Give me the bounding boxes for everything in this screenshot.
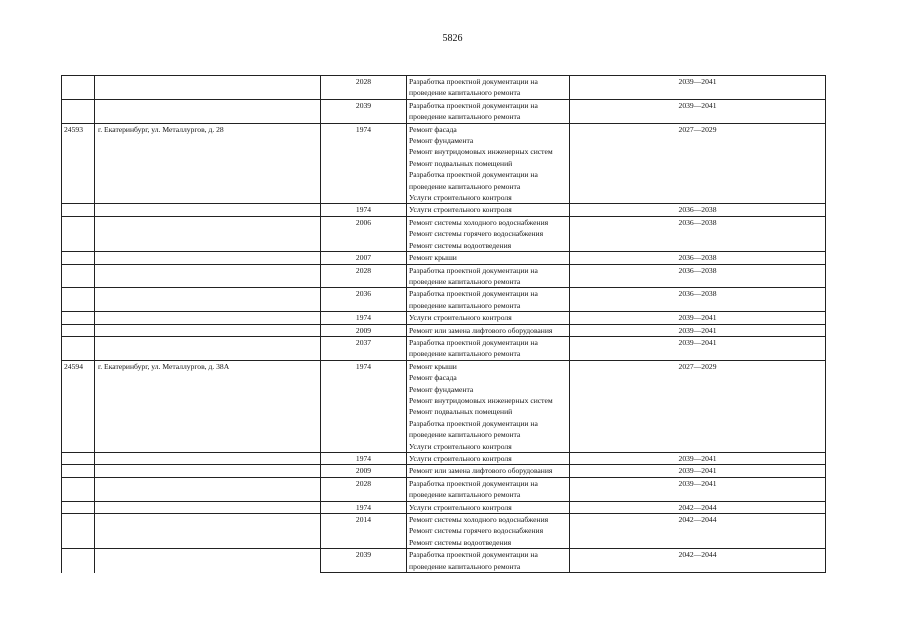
table-row bbox=[62, 252, 826, 264]
address-cell bbox=[95, 264, 321, 288]
year-cell: 1974 bbox=[321, 204, 407, 216]
planned-period-cell: 2039—2041 bbox=[570, 465, 826, 477]
year-cell: 1974 bbox=[321, 453, 407, 465]
year-cell: 2009 bbox=[321, 324, 407, 336]
object-number-cell: 24593 bbox=[62, 123, 95, 204]
address-cell bbox=[95, 501, 321, 513]
table-row bbox=[62, 453, 826, 465]
work-line: Ремонт системы горячего водоснабжения bbox=[409, 229, 544, 239]
work-line: Услуги строительного контроля bbox=[409, 193, 512, 203]
year-cell: 2014 bbox=[321, 514, 407, 549]
address-cell bbox=[95, 252, 321, 264]
object-number-cell bbox=[62, 501, 95, 513]
address-cell bbox=[95, 99, 321, 123]
work-line: Ремонт или замена лифтового оборудования bbox=[409, 325, 553, 335]
object-number-cell bbox=[62, 204, 95, 216]
work-line: Ремонт системы холодного водоснабжения bbox=[409, 515, 549, 525]
planned-period-cell: 2027—2029 bbox=[570, 123, 826, 204]
planned-period-cell: 2039—2041 bbox=[570, 336, 826, 360]
address-cell bbox=[95, 514, 321, 549]
work-line: проведение капитального ремонта bbox=[409, 300, 521, 310]
works-cell bbox=[407, 264, 570, 288]
object-number-cell bbox=[62, 336, 95, 360]
work-line: Ремонт фасада bbox=[409, 373, 457, 383]
work-line: Разработка проектной документации на bbox=[409, 170, 538, 180]
planned-period-cell: 2042—2044 bbox=[570, 501, 826, 513]
year-cell: 1974 bbox=[321, 312, 407, 324]
object-number-cell bbox=[62, 465, 95, 477]
address-cell bbox=[95, 76, 321, 100]
work-line: Разработка проектной документации на bbox=[409, 418, 538, 428]
table-row bbox=[62, 76, 826, 100]
table-row bbox=[62, 514, 826, 549]
year-cell: 2028 bbox=[321, 477, 407, 501]
work-line: проведение капитального ремонта bbox=[409, 276, 521, 286]
year-cell: 2039 bbox=[321, 99, 407, 123]
works-cell bbox=[407, 360, 570, 452]
work-line: Услуги строительного контроля bbox=[409, 502, 512, 512]
address-cell bbox=[95, 288, 321, 312]
planned-period-cell: 2036—2038 bbox=[570, 288, 826, 312]
address-cell bbox=[95, 336, 321, 360]
year-cell: 2009 bbox=[321, 465, 407, 477]
works-cell bbox=[407, 501, 570, 513]
year-cell: 1974 bbox=[321, 360, 407, 452]
year-cell: 1974 bbox=[321, 123, 407, 204]
table-row bbox=[62, 336, 826, 360]
works-cell bbox=[407, 123, 570, 204]
work-line: Разработка проектной документации на bbox=[409, 478, 538, 488]
object-number-cell bbox=[62, 453, 95, 465]
work-line: Ремонт фундамента bbox=[409, 136, 474, 146]
table-row bbox=[62, 123, 826, 204]
object-number-cell bbox=[62, 264, 95, 288]
table-row bbox=[62, 99, 826, 123]
work-line: проведение капитального ремонта bbox=[409, 349, 521, 359]
table-row bbox=[62, 264, 826, 288]
work-line: Ремонт системы водоотведения bbox=[409, 240, 512, 250]
works-cell bbox=[407, 477, 570, 501]
object-number-cell bbox=[62, 312, 95, 324]
works-cell bbox=[407, 312, 570, 324]
work-line: проведение капитального ремонта bbox=[409, 112, 521, 122]
work-line: Ремонт внутридомовых инженерных систем bbox=[409, 147, 553, 157]
planned-period-cell: 2039—2041 bbox=[570, 453, 826, 465]
work-line: проведение капитального ремонта bbox=[409, 430, 521, 440]
planned-period-cell: 2039—2041 bbox=[570, 324, 826, 336]
table-row bbox=[62, 360, 826, 452]
object-number-cell bbox=[62, 288, 95, 312]
work-line: Ремонт фасада bbox=[409, 124, 457, 134]
works-cell bbox=[407, 216, 570, 251]
table-row bbox=[62, 324, 826, 336]
work-line: Ремонт системы холодного водоснабжения bbox=[409, 217, 549, 227]
table-row bbox=[62, 288, 826, 312]
work-line: Ремонт или замена лифтового оборудования bbox=[409, 466, 553, 476]
table-row bbox=[62, 216, 826, 251]
table-row bbox=[62, 312, 826, 324]
work-line: Ремонт фундамента bbox=[409, 384, 474, 394]
table-row bbox=[62, 549, 826, 573]
work-line: Ремонт крыши bbox=[409, 361, 457, 371]
address-cell bbox=[95, 204, 321, 216]
year-cell: 2007 bbox=[321, 252, 407, 264]
work-line: проведение капитального ремонта bbox=[409, 561, 521, 571]
work-line: Разработка проектной документации на bbox=[409, 77, 538, 86]
table-body bbox=[62, 76, 826, 573]
year-cell: 2037 bbox=[321, 336, 407, 360]
planned-period-cell: 2036—2038 bbox=[570, 204, 826, 216]
capital-repair-table bbox=[61, 75, 826, 573]
year-cell: 2028 bbox=[321, 264, 407, 288]
object-number-cell bbox=[62, 549, 95, 573]
page-number: 5826 bbox=[442, 33, 463, 44]
planned-period-cell: 2036—2038 bbox=[570, 264, 826, 288]
year-cell: 2039 bbox=[321, 549, 407, 573]
work-line: Разработка проектной документации на bbox=[409, 337, 538, 347]
work-line: Услуги строительного контроля bbox=[409, 441, 512, 451]
work-line: проведение капитального ремонта bbox=[409, 490, 521, 500]
work-line: Разработка проектной документации на bbox=[409, 550, 538, 560]
works-cell bbox=[407, 336, 570, 360]
planned-period-cell: 2027—2029 bbox=[570, 360, 826, 452]
work-line: Ремонт внутридомовых инженерных систем bbox=[409, 395, 553, 405]
works-cell bbox=[407, 465, 570, 477]
work-line: Ремонт системы горячего водоснабжения bbox=[409, 526, 544, 536]
work-line: Разработка проектной документации на bbox=[409, 289, 538, 299]
works-cell bbox=[407, 288, 570, 312]
work-line: проведение капитального ремонта bbox=[409, 181, 521, 191]
address-cell bbox=[95, 549, 321, 573]
object-number-cell bbox=[62, 99, 95, 123]
table-row bbox=[62, 204, 826, 216]
works-cell bbox=[407, 514, 570, 549]
year-cell: 2006 bbox=[321, 216, 407, 251]
object-number-cell bbox=[62, 477, 95, 501]
work-line: проведение капитального ремонта bbox=[409, 88, 521, 98]
table-row bbox=[62, 501, 826, 513]
table-row bbox=[62, 477, 826, 501]
work-line: Разработка проектной документации на bbox=[409, 265, 538, 275]
works-cell bbox=[407, 453, 570, 465]
object-number-cell bbox=[62, 216, 95, 251]
work-line: Услуги строительного контроля bbox=[409, 454, 512, 463]
works-cell bbox=[407, 324, 570, 336]
object-number-cell bbox=[62, 76, 95, 100]
work-line: Ремонт крыши bbox=[409, 253, 457, 263]
planned-period-cell: 2039—2041 bbox=[570, 477, 826, 501]
planned-period-cell: 2036—2038 bbox=[570, 252, 826, 264]
table-row bbox=[62, 465, 826, 477]
works-cell bbox=[407, 76, 570, 100]
year-cell: 1974 bbox=[321, 501, 407, 513]
works-cell bbox=[407, 99, 570, 123]
work-line: Ремонт подвальных помещений bbox=[409, 407, 513, 417]
address-cell: г. Екатеринбург, ул. Металлургов, д. 38А bbox=[95, 360, 321, 452]
address-cell bbox=[95, 216, 321, 251]
planned-period-cell: 2042—2044 bbox=[570, 549, 826, 573]
works-cell bbox=[407, 549, 570, 573]
planned-period-cell: 2039—2041 bbox=[570, 76, 826, 100]
year-cell: 2028 bbox=[321, 76, 407, 100]
object-number-cell bbox=[62, 324, 95, 336]
address-cell bbox=[95, 477, 321, 501]
object-number-cell bbox=[62, 252, 95, 264]
work-line: Услуги строительного контроля bbox=[409, 205, 512, 215]
address-cell bbox=[95, 324, 321, 336]
work-line: Услуги строительного контроля bbox=[409, 313, 512, 323]
planned-period-cell: 2039—2041 bbox=[570, 312, 826, 324]
planned-period-cell: 2039—2041 bbox=[570, 99, 826, 123]
works-cell bbox=[407, 204, 570, 216]
planned-period-cell: 2042—2044 bbox=[570, 514, 826, 549]
work-line: Разработка проектной документации на bbox=[409, 100, 538, 110]
object-number-cell bbox=[62, 514, 95, 549]
works-cell bbox=[407, 252, 570, 264]
address-cell bbox=[95, 453, 321, 465]
object-number-cell: 24594 bbox=[62, 360, 95, 452]
address-cell bbox=[95, 465, 321, 477]
year-cell: 2036 bbox=[321, 288, 407, 312]
address-cell bbox=[95, 312, 321, 324]
work-line: Ремонт подвальных помещений bbox=[409, 158, 513, 168]
work-line: Ремонт системы водоотведения bbox=[409, 537, 512, 547]
address-cell: г. Екатеринбург, ул. Металлургов, д. 28 bbox=[95, 123, 321, 204]
planned-period-cell: 2036—2038 bbox=[570, 216, 826, 251]
